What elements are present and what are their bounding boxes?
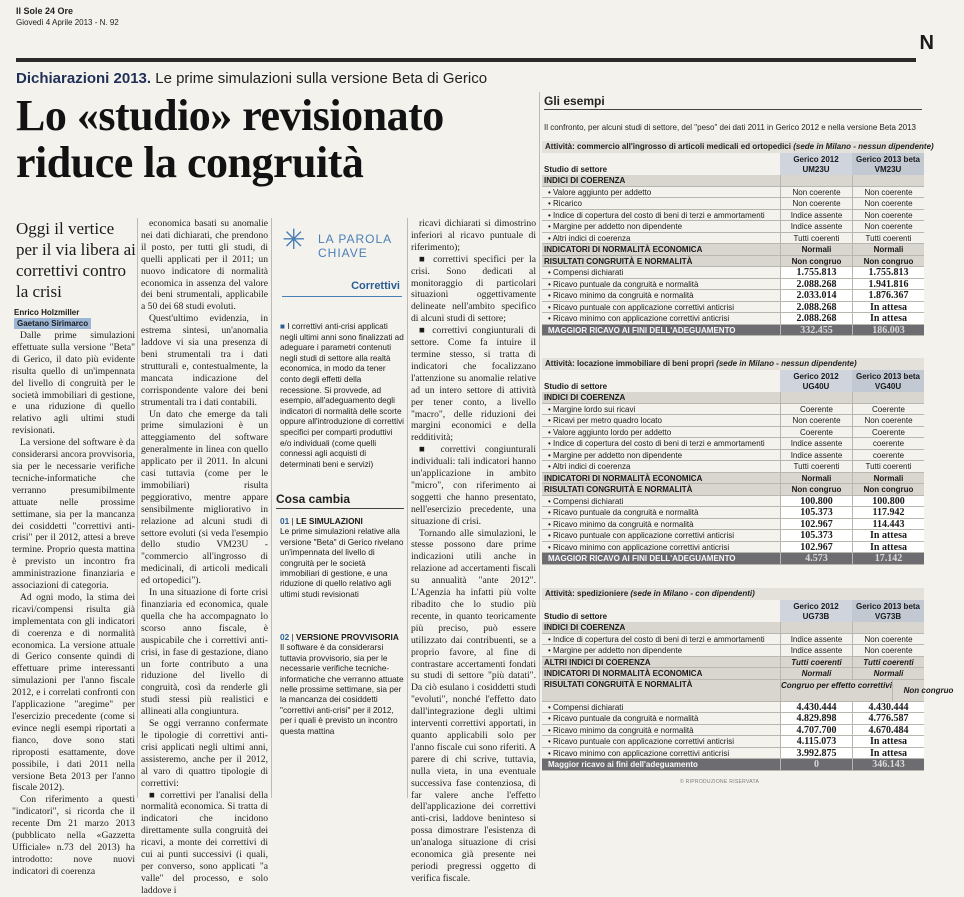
value-2013: Non coerente bbox=[852, 645, 924, 656]
value-2013: 346.143 bbox=[852, 759, 924, 770]
sidebar-item-title: VERSIONE PROVVISORIA bbox=[296, 632, 399, 642]
row-label: • Compensi dichiarati bbox=[542, 267, 780, 278]
value-2012: 100.800 bbox=[780, 496, 852, 507]
value-2013: 4.776.587 bbox=[852, 713, 924, 724]
article-kicker bbox=[16, 70, 487, 87]
column-header: Studio di settore bbox=[544, 612, 608, 621]
column-header: Gerico 2013 beta VG40U bbox=[852, 370, 924, 392]
headline-line-1: Lo «studio» revisionato bbox=[16, 91, 444, 140]
value-2012: Tutti coerenti bbox=[780, 461, 852, 472]
table-row bbox=[542, 473, 924, 485]
table-row bbox=[542, 450, 924, 462]
keyword-box bbox=[274, 222, 404, 296]
column-header: Gerico 2012 UG40U bbox=[780, 370, 852, 392]
column-divider bbox=[407, 218, 408, 798]
value-2012: Non coerente bbox=[780, 187, 852, 198]
column-header: Gerico 2013 beta VG73B bbox=[852, 600, 924, 622]
value-2012: Coerente bbox=[780, 427, 852, 438]
table-row bbox=[542, 175, 924, 187]
sidebar-item: 02 | VERSIONE PROVVISORIA Il software è da considerarsi tuttavia provvisorio, sia per le necessarie verifiche tecniche-informatiche che verranno attuate nelle prossime settimane, sia per la mancanza dei cosiddetti "correttivi anti-crisi" per il 2012, per i quali è previsto un incontro questa mattina bbox=[280, 632, 404, 736]
row-label: MAGGIOR RICAVO AI FINI DELL'ADEGUAMENTO bbox=[548, 554, 736, 563]
activity-note: (sede in Milano - con dipendenti) bbox=[630, 589, 755, 598]
table-row bbox=[542, 553, 924, 565]
value-2012: 4.829.898 bbox=[780, 713, 852, 724]
table-activity bbox=[542, 358, 924, 370]
value-2013: Non congruo bbox=[892, 680, 964, 701]
table-activity bbox=[542, 141, 934, 153]
row-label: • Margine per addetto non dipendente bbox=[542, 221, 780, 232]
article-column-2 bbox=[141, 218, 268, 896]
value-2013: 4.670.484 bbox=[852, 725, 924, 736]
value-2012: Indice assente bbox=[780, 221, 852, 232]
paragraph: Dalle prime simulazioni effettuate sulla versione "Beta" di Gerico, il dato più evidente risulta quello di un'impennata del livello di congruità per le società immobiliari di gestione, e una riduzione di quello relativo agli ultimi studi revisionati. bbox=[12, 330, 135, 437]
table-row bbox=[542, 519, 924, 531]
sidebar-rule bbox=[276, 508, 404, 509]
value-2012: 2.088.268 bbox=[780, 302, 852, 313]
column-divider bbox=[539, 92, 540, 798]
value-2013: Non coerente bbox=[852, 187, 924, 198]
value-2012: Indice assente bbox=[780, 634, 852, 645]
value-2012: Non congruo bbox=[780, 256, 852, 267]
row-label: • Ricavo minimo con applicazione correttivi anticrisi bbox=[542, 313, 780, 324]
value-2013: Non coerente bbox=[852, 210, 924, 221]
row-label: INDICI DI COERENZA bbox=[544, 393, 626, 402]
sidebar-item-text: Il software è da considerarsi tuttavia provvisorio, sia per le necessarie verifiche tecniche-informatiche che verranno attuate nelle prossime settimane, sia per la mancanza dei cosiddetti "correttivi anti-crisi" per il 2012, per i quali è previsto un incontro questa mattina bbox=[280, 642, 404, 736]
sidebar-item-text: Le prime simulazioni relative alla versione "Beta" di Gerico rivelano un'impennata del livello di congruità per le società immobiliari di gestione, e una riduzione di quello relativo agli ultimi studi revisionati bbox=[280, 526, 404, 599]
table-row bbox=[542, 736, 924, 748]
row-label: • Ricavo puntuale con applicazione correttivi anticrisi bbox=[542, 736, 780, 747]
row-label: • Valore aggiunto per addetto bbox=[542, 187, 780, 198]
column-divider bbox=[271, 218, 272, 798]
masthead bbox=[16, 6, 119, 28]
value-2012: 1.755.813 bbox=[780, 267, 852, 278]
value-2012 bbox=[780, 622, 852, 633]
table-row bbox=[542, 702, 924, 714]
value-2012: 4.115.073 bbox=[780, 736, 852, 747]
table-activity bbox=[542, 588, 924, 600]
table-row bbox=[542, 233, 924, 245]
author-name: Enrico Holzmiller bbox=[14, 308, 80, 317]
value-2013: In attesa bbox=[852, 542, 924, 553]
table-row bbox=[542, 634, 924, 646]
table-row bbox=[542, 461, 924, 473]
row-label: • Ricavo minimo da congruità e normalità bbox=[542, 725, 780, 736]
value-2013 bbox=[852, 622, 924, 633]
activity-note: (sede in Milano - nessun dipendente) bbox=[793, 142, 934, 151]
value-2012 bbox=[780, 175, 852, 186]
examples-title: Gli esempi bbox=[544, 94, 605, 108]
value-2012: Normali bbox=[780, 244, 852, 255]
paragraph: Se oggi verranno confermate le tipologie di correttivi anti-crisi applicati negli ultimi anni, assisteremo, anche per il 2012, al varo di quattro tipologie di correttivi: bbox=[141, 718, 268, 789]
value-2013: 4.430.444 bbox=[852, 702, 924, 713]
value-2013: Coerente bbox=[852, 404, 924, 415]
star-icon: ✳ bbox=[282, 225, 306, 256]
table-header bbox=[542, 600, 924, 622]
value-2012: Tutti coerenti bbox=[780, 657, 852, 668]
value-2013: coerente bbox=[852, 450, 924, 461]
table-row bbox=[542, 302, 924, 314]
column-header: Studio di settore bbox=[544, 165, 608, 174]
row-label: • Indice di copertura del costo di beni di terzi e ammortamenti bbox=[542, 210, 780, 221]
activity-label: Attività: bbox=[545, 589, 575, 598]
byline bbox=[14, 307, 91, 329]
value-2013: Non coerente bbox=[852, 221, 924, 232]
value-2012 bbox=[780, 392, 852, 403]
value-2013: 117.942 bbox=[852, 507, 924, 518]
column-header: Gerico 2013 beta VM23U bbox=[852, 153, 924, 175]
activity-name: commercio all'ingrosso di articoli medicali ed ortopedici bbox=[577, 142, 791, 151]
table-row bbox=[542, 679, 954, 702]
value-2013: 1.941.816 bbox=[852, 279, 924, 290]
sidebar-item-number: 02 bbox=[280, 632, 290, 642]
value-2012: Coerente bbox=[780, 404, 852, 415]
value-2012: 2.033.014 bbox=[780, 290, 852, 301]
table-header bbox=[542, 370, 924, 392]
value-2013: Tutti coerenti bbox=[852, 657, 924, 668]
value-2013: 186.003 bbox=[852, 325, 924, 336]
row-label: • Ricavo puntuale da congruità e normalità bbox=[542, 279, 780, 290]
row-label: RISULTATI CONGRUITÀ E NORMALITÀ bbox=[544, 679, 693, 689]
row-label: INDICATORI DI NORMALITÀ ECONOMICA bbox=[544, 669, 703, 678]
row-label: INDICI DI COERENZA bbox=[544, 623, 626, 632]
sidebar-item-number: 01 bbox=[280, 516, 290, 526]
table-row bbox=[542, 759, 924, 771]
copyright-note: © RIPRODUZIONE RISERVATA bbox=[680, 779, 760, 785]
table-row bbox=[542, 668, 924, 680]
value-2013: Coerente bbox=[852, 427, 924, 438]
table-row bbox=[542, 187, 924, 199]
paragraph: Ad ogni modo, la stima dei ricavi/compensi risulta già implementata con gli indicatori di coerenza e di normalità economica. La versione attuale di Gerico consente quindi di effettuare prime interessanti simulazioni per l'anno fiscale 2012, e i correlati confronti con l'applicazione "aregime" per l'esercizio precedente (come si evince negli esempi riportati a fianco, dove sono stati riproposti esattamente, dove possibile, i dati 2011 nella versione Beta 2013 per l'anno fiscale 2012). bbox=[12, 591, 135, 794]
row-label: INDICATORI DI NORMALITÀ ECONOMICA bbox=[544, 473, 703, 483]
table-row bbox=[542, 313, 924, 325]
paragraph: Un dato che emerge da tali prime simulazioni è un atteggiamento del software generalmente in linea con quello applicato per il 2011. In alcuni casi tuttavia (come per le immobiliari) risulta peggiorativo, mentre appare sensibilmente migliorativo in relazione ad alcuni studi di settore evoluti (si veda l'esempio dello studio VM23U - "commercio all'ingrosso di medicinali, di articoli medicali ed ortopedici"). bbox=[141, 408, 268, 587]
value-2012: 2.088.268 bbox=[780, 279, 852, 290]
paragraph: La versione del software è da considerarsi ancora provvisoria, sia per le necessarie verifiche tecniche-informatiche che verranno presumibilmente attuate nelle prossime settimane, sia per la mancanza dei cosiddetti "correttivi anti-crisi" per il 2012, attesi a breve termine. Proprio questa mattina è previsto un incontro fra amministrazione finanziaria e associazioni di categoria. bbox=[12, 437, 135, 592]
value-2012: Indice assente bbox=[780, 438, 852, 449]
row-label: • Ricavo minimo da congruità e normalità bbox=[542, 290, 780, 301]
table-row bbox=[542, 198, 924, 210]
keyword-definition-text: I correttivi anti-crisi applicati negli ultimi anni sono finalizzati ad adeguare i parametri contenuti negli studi di settore alla realtà economica, in modo da tener conto degli effetti della recessione. Si provvede, ad esempio, all'adeguamento degli indicatori di normalità delle scorte oppure all'introduzione di correttivi specifici per comparti produttivi e/o individuali (come quelli connessi agli acquisti di determinati beni e servizi) bbox=[280, 322, 404, 469]
keyword-divider bbox=[282, 296, 402, 297]
value-2012: 4.707.700 bbox=[780, 725, 852, 736]
value-2012: Congruo per effetto correttivi bbox=[780, 680, 892, 701]
row-label: • Ricavo puntuale con applicazione correttivi anticrisi bbox=[542, 530, 780, 541]
table-row bbox=[542, 256, 924, 268]
value-2013: 1.876.367 bbox=[852, 290, 924, 301]
table-row bbox=[542, 267, 924, 279]
column-header: Gerico 2012 UM23U bbox=[780, 153, 852, 175]
table-row bbox=[542, 725, 924, 737]
value-2012: Normali bbox=[780, 473, 852, 484]
value-2012: Non coerente bbox=[780, 415, 852, 426]
paragraph: ricavi dichiarati si dimostrino inferiori al ricavo puntuale di riferimento); bbox=[411, 218, 536, 253]
newspaper-brand: Il Sole 24 Ore bbox=[16, 6, 74, 16]
value-2012: 102.967 bbox=[780, 542, 852, 553]
row-label: • Margine lordo sui ricavi bbox=[542, 404, 780, 415]
sidebar-item: 01 | LE SIMULAZIONI Le prime simulazioni relative alla versione "Beta" di Gerico rivelano un'impennata del livello di congruità per le società immobiliari di gestione, e una riduzione di quello relativo agli ultimi studi revisionati bbox=[280, 516, 404, 599]
article-headline bbox=[16, 92, 536, 186]
keyword-box-label: LA PAROLA CHIAVE bbox=[318, 232, 392, 260]
value-2013: Non coerente bbox=[852, 198, 924, 209]
activity-label: Attività: bbox=[545, 142, 575, 151]
keyword-term: Correttivi bbox=[351, 280, 400, 292]
value-2012: Indice assente bbox=[780, 645, 852, 656]
table-row bbox=[542, 290, 924, 302]
comparison-table bbox=[542, 141, 934, 336]
paragraph: ■ correttivi congiunturali di settore. Come fa intuire il termine stesso, si tratta di indicatori che focalizzano l'attenzione su anomalie relative ad un intero settore di attività per tener conto, a livello "macro", delle riduzioni dei margini economici e della redditività; bbox=[411, 325, 536, 444]
bullet-icon: ■ bbox=[280, 322, 288, 331]
paragraph: ■ correttivi per l'analisi della normalità economica. Si tratta di indicatori che incidono direttamente sulla congruità dei ricavi, a monte dei correttivi di cui ai punti successivi (i quali, per converso, sono applicati "a valle" del processo, e solo laddove i bbox=[141, 789, 268, 896]
row-label: • Ricavo puntuale con applicazione correttivi anticrisi bbox=[542, 302, 780, 313]
value-2013: In attesa bbox=[852, 748, 924, 759]
value-2013: Tutti coerenti bbox=[852, 461, 924, 472]
row-label: RISULTATI CONGRUITÀ E NORMALITÀ bbox=[544, 256, 693, 266]
table-row bbox=[542, 496, 924, 508]
table-row bbox=[542, 415, 924, 427]
value-2013 bbox=[852, 175, 924, 186]
row-label: • Ricarico bbox=[542, 198, 780, 209]
kicker-topic: Dichiarazioni 2013. bbox=[16, 70, 152, 87]
table-row bbox=[542, 748, 924, 760]
table-row bbox=[542, 210, 924, 222]
value-2013: 100.800 bbox=[852, 496, 924, 507]
column-header: Gerico 2012 UG73B bbox=[780, 600, 852, 622]
value-2012: 102.967 bbox=[780, 519, 852, 530]
headline-line-2: riduce la congruità bbox=[16, 138, 364, 187]
examples-rule bbox=[544, 109, 922, 110]
activity-name: locazione immobiliare di beni propri bbox=[577, 359, 714, 368]
value-2013: In attesa bbox=[852, 736, 924, 747]
value-2013: 114.443 bbox=[852, 519, 924, 530]
column-divider bbox=[137, 218, 138, 798]
table-row bbox=[542, 507, 924, 519]
value-2012: Tutti coerenti bbox=[780, 233, 852, 244]
sidebar-item-title: LE SIMULAZIONI bbox=[296, 516, 363, 526]
value-2013: In attesa bbox=[852, 530, 924, 541]
value-2012: 105.373 bbox=[780, 530, 852, 541]
value-2013: In attesa bbox=[852, 302, 924, 313]
paragraph: In una situazione di forte crisi finanziaria ed economica, quale quella che ha accompagnato lo scorso anno fiscale, è auspicabile che i correttivi anti-crisi, in fase di gestazione, diano un forte contributo a una riduzione del livello di congruità, così da renderle gli studi stessi più realistici e allineati alla congiuntura. bbox=[141, 587, 268, 718]
row-label: • Ricavi per metro quadro locato bbox=[542, 415, 780, 426]
examples-intro: Il confronto, per alcuni studi di settore, del "peso" dei dati 2011 in Gerico 2012 e nella versione Beta 2013 bbox=[544, 123, 916, 132]
paragraph: Quest'ultimo evidenzia, in estrema sintesi, un'anomalia laddove vi sia una presenza di beni strumentali tra i dati strutturali e, contestualmente, la mancata indicazione del corrispondente valore dei beni strumentali tra i dati contabili. bbox=[141, 313, 268, 408]
row-label: • Indice di copertura del costo di beni di terzi e ammortamenti bbox=[542, 438, 780, 449]
table-row bbox=[542, 713, 924, 725]
paragraph: ■ correttivi specifici per la crisi. Sono dedicati al monitoraggio di particolari situazioni oggettivamente delineate nell'ambito specifico di alcuni studi di settore; bbox=[411, 253, 536, 325]
value-2013: Normali bbox=[852, 668, 924, 679]
value-2012: 105.373 bbox=[780, 507, 852, 518]
row-label: • Valore aggiunto lordo per addetto bbox=[542, 427, 780, 438]
value-2012: 2.088.268 bbox=[780, 313, 852, 324]
value-2012: 332.455 bbox=[780, 325, 852, 336]
table-row bbox=[542, 622, 924, 634]
row-label: • Compensi dichiarati bbox=[542, 702, 780, 713]
paragraph: economica basati su anomalie nei dati dichiarati, che prendono il posto, per tutti gli studi, di quelli applicati per il 2011; un nuovo indicatore di normalità economica in assenza del valore dei beni strumentali, applicabile a 50 dei 68 studi evoluti. bbox=[141, 218, 268, 313]
row-label: • Indice di copertura del costo di beni di terzi e ammortamenti bbox=[542, 634, 780, 645]
table-row bbox=[542, 530, 924, 542]
value-2012: 4.573 bbox=[780, 553, 852, 564]
value-2012: 0 bbox=[780, 759, 852, 770]
table-row bbox=[542, 427, 924, 439]
paragraph: ■ correttivi congiunturali individuali: tali indicatori hanno un'applicazione in ambito "micro", con riferimento ai soggetti che hanno presentato, nell'esercizio precedente, una situazione di crisi. bbox=[411, 444, 536, 527]
row-label: • Altri indici di coerenza bbox=[542, 461, 780, 472]
value-2012: Non congruo bbox=[780, 484, 852, 495]
value-2013: Tutti coerenti bbox=[852, 233, 924, 244]
value-2012: 3.992.875 bbox=[780, 748, 852, 759]
table-row bbox=[542, 325, 924, 337]
table-row bbox=[542, 542, 924, 554]
row-label: • Ricavo minimo con applicazione correttivi anticrisi bbox=[542, 748, 780, 759]
value-2013: Non coerente bbox=[852, 415, 924, 426]
article-subhead: Oggi il vertice per il via libera ai correttivi contro la crisi bbox=[16, 219, 136, 301]
table-row bbox=[542, 279, 924, 291]
table-row bbox=[542, 404, 924, 416]
row-label: • Ricavo puntuale da congruità e normalità bbox=[542, 713, 780, 724]
sidebar-title: Cosa cambia bbox=[276, 492, 351, 506]
kicker-text: Le prime simulazioni sulla versione Beta di Gerico bbox=[155, 70, 488, 87]
table-header bbox=[542, 153, 924, 175]
page-corner-letter: N bbox=[919, 32, 934, 54]
value-2012: Non coerente bbox=[780, 198, 852, 209]
value-2012: Indice assente bbox=[780, 450, 852, 461]
row-label: Maggior ricavo ai fini dell'adeguamento bbox=[548, 760, 698, 769]
paragraph: Tornando alle simulazioni, le stesse possono dare prime indicazioni utili anche in relazione ad accertamenti fiscali su annualità "ante 2012". L'Agenzia ha infatti più volte ribadito che lo studio più recente, in quanto teoricamente più preciso, può essere utilizzato dai contribuenti, se a proprio favore, al fine di contrastare accertamenti fondati su studi di settore "più datati". Da ciò esulano i cosiddetti studi "evoluti", nonché l'effetto dato dall'integrazione degli ultimi interventi correttivi apportati, in quanto applicabili solo per l'anno fiscale cui sono riferiti. A parere di chi scrive, tuttavia, nulla vieta, in una eventuale successiva fase contenziosa, di far valere anche l'effetto dell'applicazione dei correttivi anti-crisi, laddove beninteso si possa dimostrare l'esistenza di un'analoga situazione di crisi economica già presente nei periodi pregressi oggetto di verifica fiscale. bbox=[411, 527, 536, 884]
table-row bbox=[542, 484, 924, 496]
issue-date: Giovedì 4 Aprile 2013 - N. 92 bbox=[16, 18, 119, 27]
column-header: Studio di settore bbox=[544, 382, 608, 391]
value-2013: In attesa bbox=[852, 313, 924, 324]
row-label: • Margine per addetto non dipendente bbox=[542, 645, 780, 656]
row-label: ALTRI INDICI DI COERENZA bbox=[544, 657, 651, 667]
table-row bbox=[542, 221, 924, 233]
paragraph: Con riferimento a questi "indicatori", si ricorda che il recente Dm 21 marzo 2013 (pubblicato nella «Gazzetta Ufficiale» n.73 del 2013) ha introdotto: nove nuovi indicatori di coerenza bbox=[12, 794, 135, 877]
value-2013: Non congruo bbox=[852, 256, 924, 267]
value-2013: Normali bbox=[852, 244, 924, 255]
row-label: • Ricavo puntuale da congruità e normalità bbox=[542, 507, 780, 518]
row-label: INDICATORI DI NORMALITÀ ECONOMICA bbox=[544, 245, 703, 254]
value-2013: Non congruo bbox=[852, 484, 924, 495]
value-2012: Indice assente bbox=[780, 210, 852, 221]
value-2013: 17.142 bbox=[852, 553, 924, 564]
row-label: • Compensi dichiarati bbox=[542, 496, 780, 507]
table-row bbox=[542, 244, 924, 256]
comparison-table bbox=[542, 588, 954, 771]
value-2013 bbox=[852, 392, 924, 403]
table-row bbox=[542, 392, 924, 404]
row-label: RISULTATI CONGRUITÀ E NORMALITÀ bbox=[544, 485, 693, 494]
value-2013: Non coerente bbox=[852, 634, 924, 645]
value-2012: Normali bbox=[780, 668, 852, 679]
value-2012: 4.430.444 bbox=[780, 702, 852, 713]
activity-note: (sede in Milano - nessun dipendente) bbox=[716, 359, 857, 368]
row-label: • Altri indici di coerenza bbox=[542, 233, 780, 244]
activity-name: spedizioniere bbox=[577, 589, 629, 598]
article-column-4 bbox=[411, 218, 536, 884]
comparison-table bbox=[542, 358, 924, 565]
section-top-rule bbox=[16, 58, 916, 62]
author-name: Gaetano Sirimarco bbox=[14, 318, 91, 329]
row-label: • Ricavo minimo con applicazione correttivi anticrisi bbox=[542, 542, 780, 553]
value-2013: Normali bbox=[852, 473, 924, 484]
row-label: • Ricavo minimo da congruità e normalità bbox=[542, 519, 780, 530]
table-row bbox=[542, 645, 924, 657]
value-2013: 1.755.813 bbox=[852, 267, 924, 278]
row-label: MAGGIOR RICAVO AI FINI DELL'ADEGUAMENTO bbox=[548, 325, 736, 335]
article-column-1 bbox=[12, 330, 135, 877]
row-label: • Margine per addetto non dipendente bbox=[542, 450, 780, 461]
table-row bbox=[542, 438, 924, 450]
value-2013: coerente bbox=[852, 438, 924, 449]
activity-label: Attività: bbox=[545, 359, 575, 368]
table-row bbox=[542, 657, 924, 669]
row-label: INDICI DI COERENZA bbox=[544, 176, 626, 185]
keyword-definition bbox=[280, 322, 404, 470]
